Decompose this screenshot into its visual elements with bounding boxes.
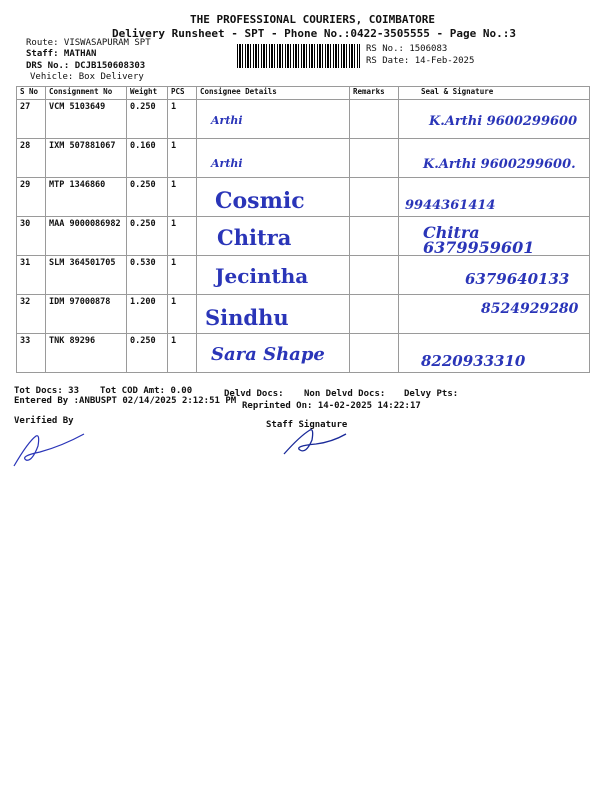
pcs: 1 [168,178,197,217]
consignment-no: SLM 364501705 [46,256,127,295]
consignee-signature: Arthi [211,157,243,170]
table-row [17,295,590,334]
table-row [17,100,590,139]
total-cod-amount: Tot COD Amt: 0.00 [100,386,193,396]
weight: 0.160 [127,139,168,178]
consignment-no: IXM 507881067 [46,139,127,178]
seal-signature: 9944361414 [405,198,496,213]
consignment-no: MAA 9000086982 [46,217,127,256]
pcs: 1 [168,100,197,139]
consignment-no: IDM 97000878 [46,295,127,334]
staff-label: Staff: MATHAN [26,49,97,59]
col-consignment: Consignment No [46,87,127,100]
table-row [17,334,590,373]
consignee-signature: Sindhu [205,305,289,330]
table-row [17,139,590,178]
pcs: 1 [168,334,197,373]
consignment-no: MTP 1346860 [46,178,127,217]
sno: 28 [17,139,46,178]
barcode [237,44,360,68]
sno: 33 [17,334,46,373]
table-row [17,217,590,256]
col-remarks: Remarks [350,87,399,100]
rs-date: RS Date: 14-Feb-2025 [366,56,475,66]
table-row [17,256,590,295]
seal-signature: 8524929280 [481,301,579,317]
col-weight: Weight [127,87,168,100]
sno: 30 [17,217,46,256]
seal-signature: K.Arthi 9600299600 [429,114,578,129]
seal-signature: Chitra 6379959601 [423,223,535,257]
table-row [17,178,590,217]
consignee-signature: Cosmic [215,188,305,214]
pcs: 1 [168,256,197,295]
reprinted-on: Reprinted On: 14-02-2025 14:22:17 [242,401,421,411]
table-header-row [17,87,590,100]
vehicle-label: Vehicle: Box Delivery [30,72,144,82]
consignment-no: TNK 89296 [46,334,127,373]
weight: 1.200 [127,295,168,334]
col-seal: Seal & Signature [399,87,590,100]
weight: 0.250 [127,334,168,373]
drs-number: DRS No.: DCJB150608303 [26,61,146,71]
entered-by: Entered By :ANBUSPT 02/14/2025 2:12:51 PM [14,396,237,406]
col-sno: S No [17,87,46,100]
sno: 29 [17,178,46,217]
total-docs: Tot Docs: 33 [14,386,80,396]
route-label: Route: VISWASAPURAM SPT [26,38,151,48]
seal-signature: K.Arthi 9600299600. [423,157,576,172]
weight: 0.250 [127,178,168,217]
weight: 0.530 [127,256,168,295]
consignee-signature: Arthi [211,114,243,127]
seal-signature: 6379640133 [465,270,570,288]
staff-signature-label: Staff Signature [266,420,348,430]
runsheet-subtitle: Delivery Runsheet - SPT - Phone No.:0422-3505555 - Page No.:3 [112,27,516,40]
delivered-docs: Delvd Docs: [224,389,284,399]
consignee-signature: Sara Shape [211,344,325,365]
weight: 0.250 [127,217,168,256]
weight: 0.250 [127,100,168,139]
consignment-no: VCM 5103649 [46,100,127,139]
sno: 32 [17,295,46,334]
pcs: 1 [168,217,197,256]
runsheet-table [16,86,590,373]
pcs: 1 [168,139,197,178]
non-delivered-docs: Non Delvd Docs: [304,389,386,399]
verified-signature [10,422,90,470]
consignee-signature: Chitra [217,225,292,250]
col-consignee: Consignee Details [197,87,350,100]
sno: 31 [17,256,46,295]
verified-by-label: Verified By [14,416,74,426]
pcs: 1 [168,295,197,334]
seal-signature: 8220933310 [421,352,526,370]
consignee-signature: Jecintha [215,264,309,288]
delivery-points: Delvy Pts: [404,389,459,399]
staff-signature [280,426,350,458]
col-pcs: PCS [168,87,197,100]
sno: 27 [17,100,46,139]
rs-number: RS No.: 1506083 [366,44,448,54]
company-name: THE PROFESSIONAL COURIERS, COIMBATORE [190,13,436,26]
